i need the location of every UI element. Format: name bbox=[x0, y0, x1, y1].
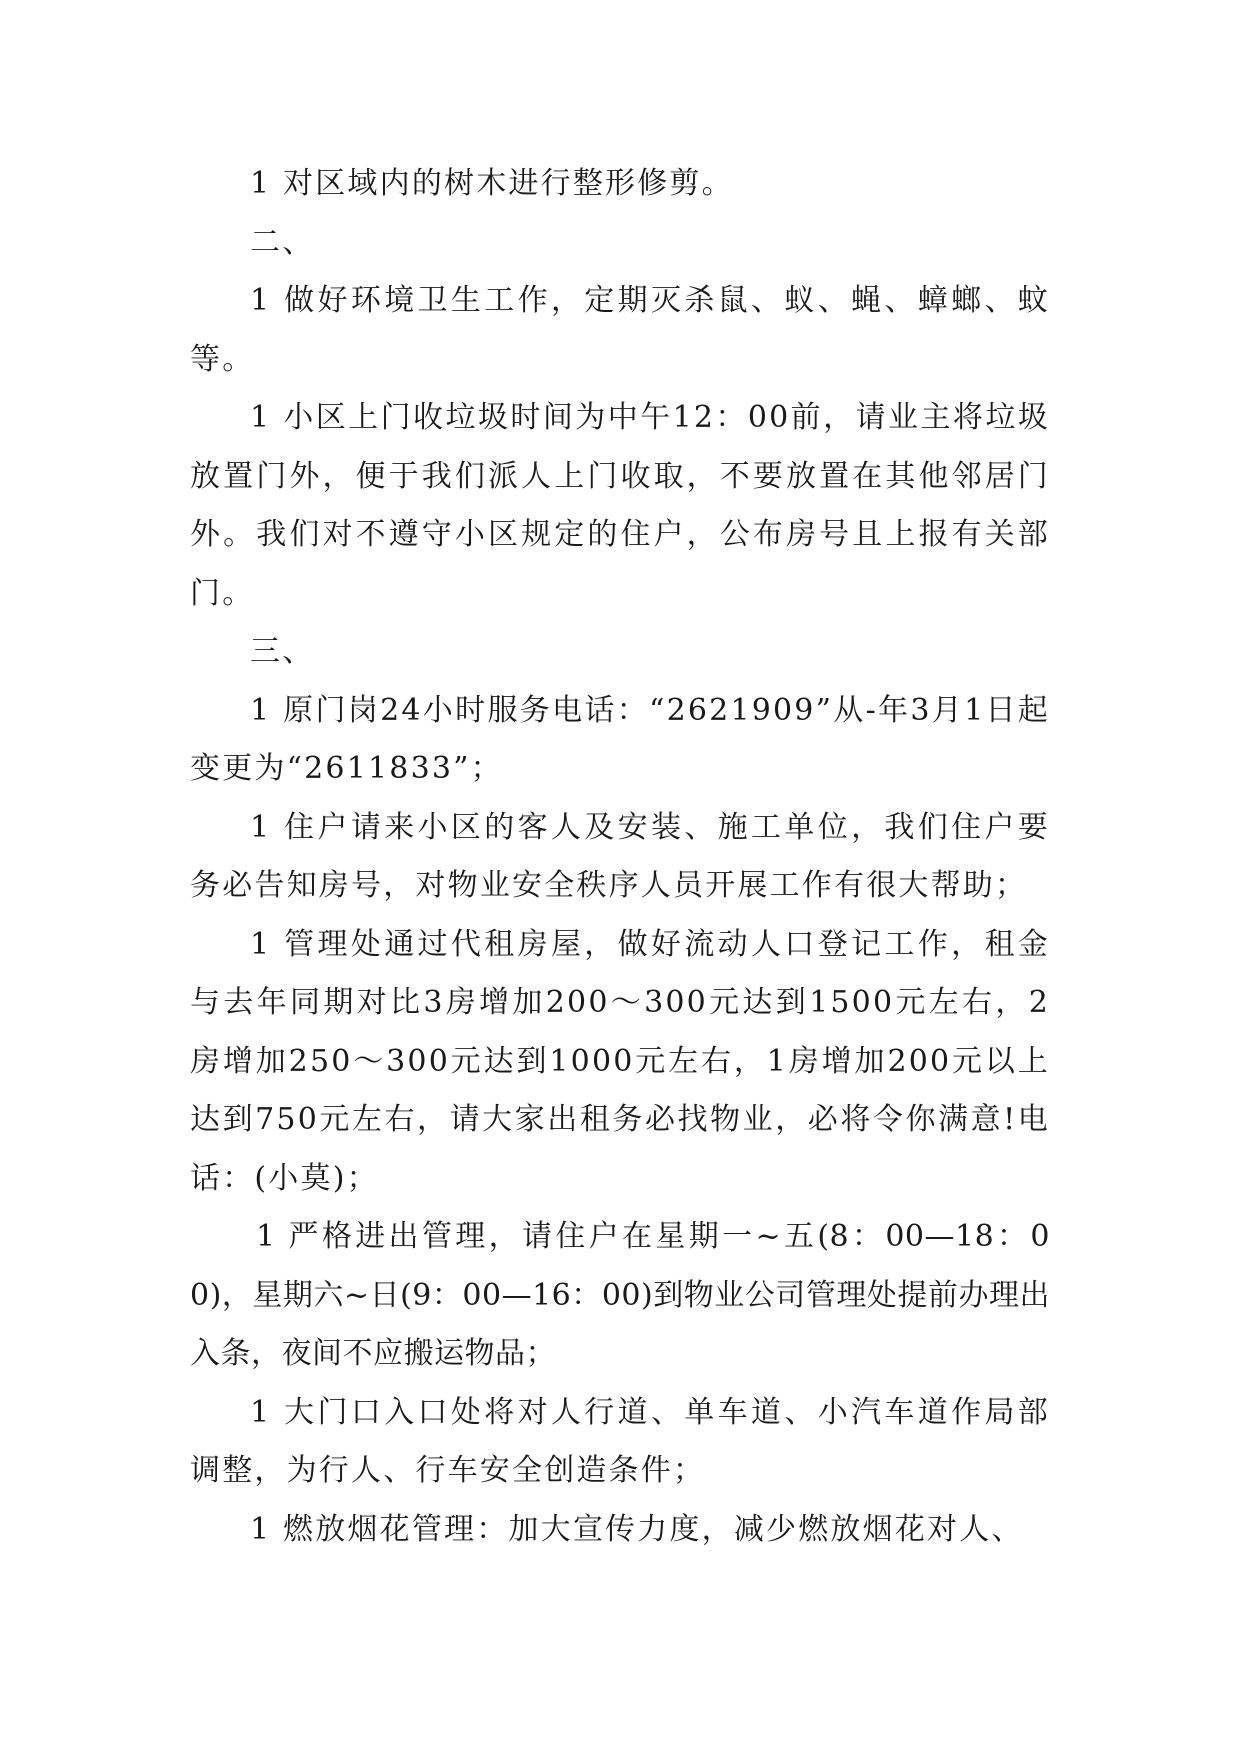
section-heading-three: 三、 bbox=[250, 634, 315, 669]
paragraph-access-management: 1 严格进出管理，请住户在星期一~五(8：00—18：00)，星期六~日(9：00—16：00)到物业公司管理处提前办理出入条，夜间不应搬运物品； bbox=[190, 1219, 1050, 1371]
paragraph-service-phone: 1 原门岗24小时服务电话：“2621909”从-年3月1日起变更为“2611833”； bbox=[190, 692, 1050, 786]
section-heading-two: 二、 bbox=[250, 224, 315, 260]
document-body bbox=[190, 155, 1050, 1559]
paragraph-gate-adjustment: 1 大门口入口处将对人行道、单车道、小汽车道作局部调整，为行人、行车安全创造条件； bbox=[190, 1394, 1050, 1488]
paragraph-fireworks: 1 燃放烟花管理：加大宣传力度，减少燃放烟花对人、 bbox=[250, 1511, 1024, 1547]
paragraph-garbage-collection: 1 小区上门收垃圾时间为中午12：00前，请业主将垃圾放置门外，便于我们派人上门收取，不要放置在其他邻居门外。我们对不遵守小区规定的住户，公布房号且上报有关部门。 bbox=[190, 400, 1050, 611]
paragraph-visitor-notice: 1 住户请来小区的客人及安装、施工单位，我们住户要务必告知房号，对物业安全秩序人员开展工作有很大帮助； bbox=[190, 809, 1050, 903]
paragraph-sanitation: 1 做好环境卫生工作，定期灭杀鼠、蚁、蝇、蟑螂、蚊等。 bbox=[190, 283, 1050, 377]
paragraph-tree-pruning: 1 对区域内的树木进行整形修剪。 bbox=[250, 166, 734, 201]
paragraph-rental-service: 1 管理处通过代租房屋，做好流动人口登记工作，租金与去年同期对比3房增加200～300元达到1500元左右，2房增加250～300元达到1000元左右，1房增加200元以上达到750元左右，请大家出租务必找物业，必将令你满意!电话：(小莫)； bbox=[190, 926, 1050, 1196]
